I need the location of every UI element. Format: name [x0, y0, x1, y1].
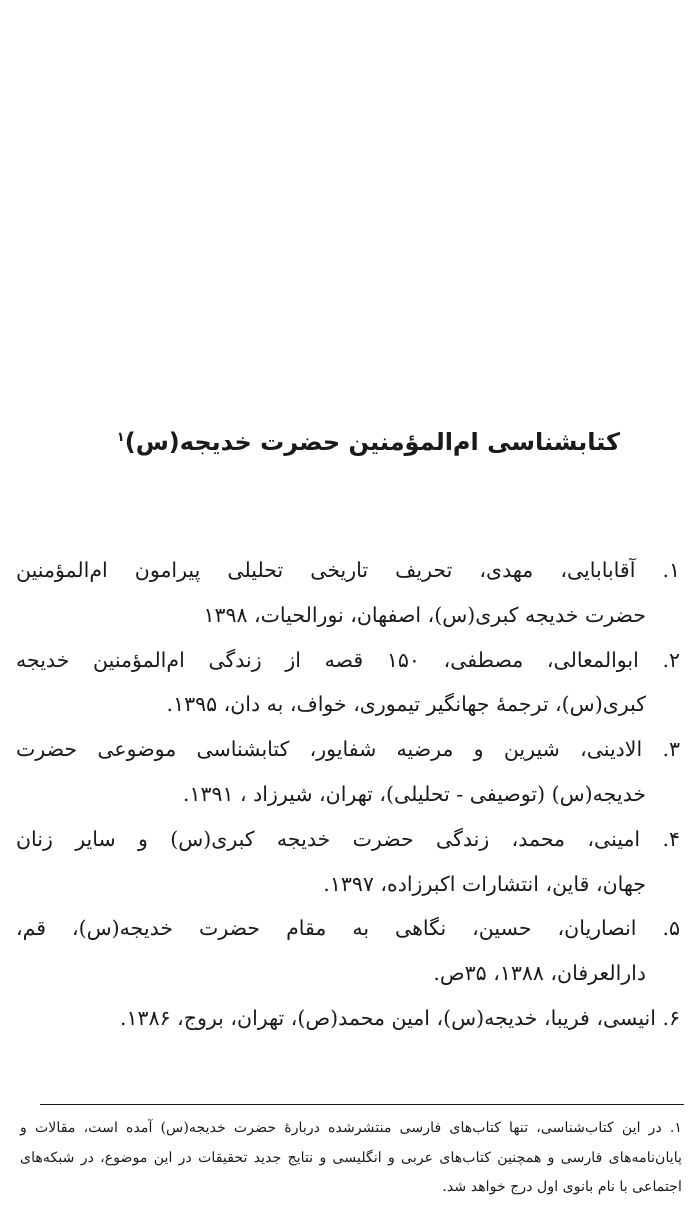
entry-2-line-2: کبری(س)، ترجمهٔ جهانگیر تیموری، خواف، به دان، ۱۳۹۵. — [166, 692, 646, 717]
footnote-reference: ۱ — [116, 430, 125, 445]
page-title-text: کتابشناسی ام‌المؤمنین حضرت خدیجه(س) — [124, 428, 620, 456]
bibliography-entry-4 — [16, 817, 680, 907]
bibliography-entry-6 — [16, 996, 680, 1041]
entry-5-line-1: ۵. انصاریان، حسین، نگاهی به مقام حضرت خدیجه(س)، قم، — [16, 916, 680, 941]
bibliography-entry-5 — [16, 906, 680, 996]
entry-4-line-2: جهان، قاین، انتشارات اکبرزاده، ۱۳۹۷. — [323, 871, 646, 896]
page-title — [80, 424, 620, 460]
entry-2-line-1: ۲. ابوالمعالی، مصطفی، ۱۵۰ قصه از زندگی ام‌المؤمنین خدیجه — [16, 647, 680, 672]
entry-6-line-1: ۶. انیسی، فریبا، خدیجه(س)، امین محمد(ص)، تهران، بروج، ۱۳۸۶. — [120, 1005, 680, 1030]
entry-3-line-2: خدیجه(س) (توصیفی - تحلیلی)، تهران، شیرزاد ، ۱۳۹۱. — [182, 781, 646, 806]
bibliography-list — [16, 548, 680, 1041]
footnote-text: ۱. در این کتاب‌شناسی، تنها کتاب‌های فارسی منتشرشده دربارهٔ حضرت خدیجه(س) آمده است، مقالات و پایان‌نامه‌های فارسی و همچنین کتاب‌های عربی و انگلیسی و نتایج جدید تحقیقات در این موضوع، در شبکه‌های اجتماعی با نام بانوی اول درج خواهد شد. — [20, 1120, 682, 1195]
footnote-divider — [40, 1104, 684, 1105]
bibliography-entry-3 — [16, 727, 680, 817]
entry-4-line-1: ۴. امینی، محمد، زندگی حضرت خدیجه کبری(س) و سایر زنان — [16, 826, 680, 851]
entry-1-line-1: ۱. آقابابایی، مهدی، تحریف تاریخی تحلیلی پیرامون ام‌المؤمنین — [16, 558, 680, 582]
entry-3-line-1: ۳. الادینی، شیرین و مرضیه شفایور، کتابشناسی موضوعی حضرت — [16, 737, 680, 762]
bibliography-entry-2 — [16, 638, 680, 728]
entry-1-line-2: حضرت خدیجه کبری(س)، اصفهان، نورالحیات، ۱۳۹۸ — [203, 602, 646, 627]
bibliography-entry-1 — [16, 548, 680, 638]
entry-5-line-2: دارالعرفان، ۱۳۸۸، ۳۵ص. — [433, 961, 646, 986]
